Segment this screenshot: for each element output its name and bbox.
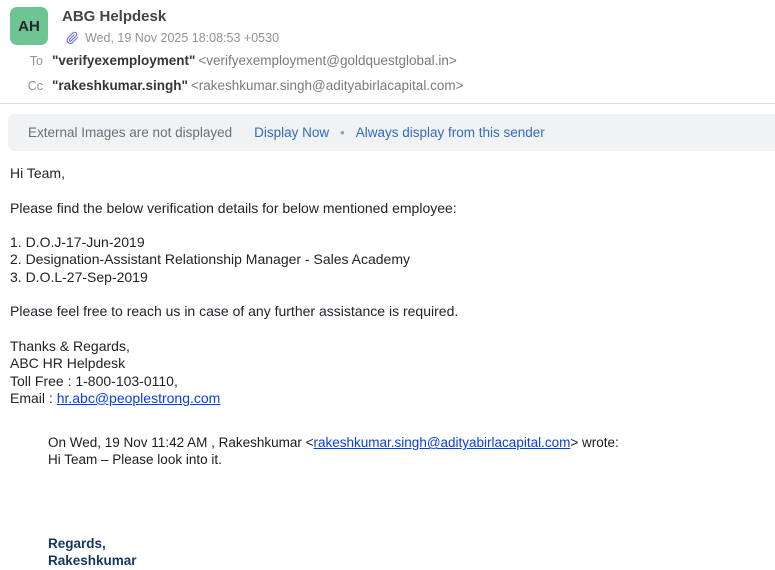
cc-row: [0, 78, 775, 93]
message-header: [0, 0, 775, 45]
signoff-name: Rakeshkumar: [48, 553, 137, 569]
signature-email-label: Email :: [10, 389, 57, 406]
to-label: To: [29, 54, 43, 68]
signature-thanks: Thanks & Regards,: [10, 337, 130, 354]
message-body: [0, 151, 775, 569]
message-date: Wed, 19 Nov 2025 18:08:53 +0530: [85, 31, 280, 45]
detail-line: 3. D.O.L-27-Sep-2019: [10, 268, 148, 285]
sender-info: [62, 7, 279, 45]
to-recipient-address: <verifyexemployment@goldquestglobal.in>: [198, 53, 457, 68]
quote-attribution-prefix: On Wed, 19 Nov 11:42 AM , Rakeshkumar <: [48, 435, 314, 451]
quote-attribution: [48, 434, 765, 451]
header-divider: [0, 103, 775, 104]
to-recipient-name: "verifyexemployment": [52, 53, 196, 68]
always-display-link[interactable]: Always display from this sender: [355, 125, 545, 140]
cc-label: Cc: [27, 79, 43, 93]
quote-message: Hi Team – Please look into it.: [48, 452, 222, 468]
quoted-reply: [48, 434, 765, 468]
sender-avatar: AH: [10, 7, 48, 45]
closing-text: Please feel free to reach us in case of any further assistance is required.: [10, 303, 459, 320]
sender-name: ABG Helpdesk: [62, 8, 167, 25]
date-line: [66, 31, 279, 45]
detail-line: 2. Designation-Assistant Relationship Manager - Sales Academy: [10, 251, 410, 268]
quote-signoff: [48, 535, 765, 569]
recipients: [0, 53, 775, 93]
cc-recipient-name: "rakeshkumar.singh": [52, 78, 188, 93]
banner-message: External Images are not displayed: [28, 125, 233, 140]
signoff-regards: Regards,: [48, 536, 106, 552]
paperclip-icon: [66, 31, 79, 45]
signature-team: ABC HR Helpdesk: [10, 355, 126, 372]
greeting-text: Hi Team,: [10, 165, 65, 181]
signature-tollfree: Toll Free : 1-800-103-0110,: [10, 372, 178, 389]
quote-attribution-suffix: > wrote:: [570, 435, 619, 451]
intro-text: Please find the below verification details for below mentioned employee:: [10, 199, 457, 216]
quoted-email-link[interactable]: rakeshkumar.singh@adityabirlacapital.com: [313, 435, 571, 451]
to-row: [0, 53, 775, 68]
signature-email-link[interactable]: hr.abc@peoplestrong.com: [56, 389, 221, 406]
cc-recipient-address: <rakeshkumar.singh@adityabirlacapital.com>: [190, 78, 464, 93]
external-images-banner: [8, 114, 775, 151]
detail-line: 1. D.O.J-17-Jun-2019: [10, 234, 145, 251]
bullet-separator: •: [340, 125, 345, 140]
display-now-link[interactable]: Display Now: [254, 125, 330, 140]
signature-email-line: [10, 390, 765, 407]
